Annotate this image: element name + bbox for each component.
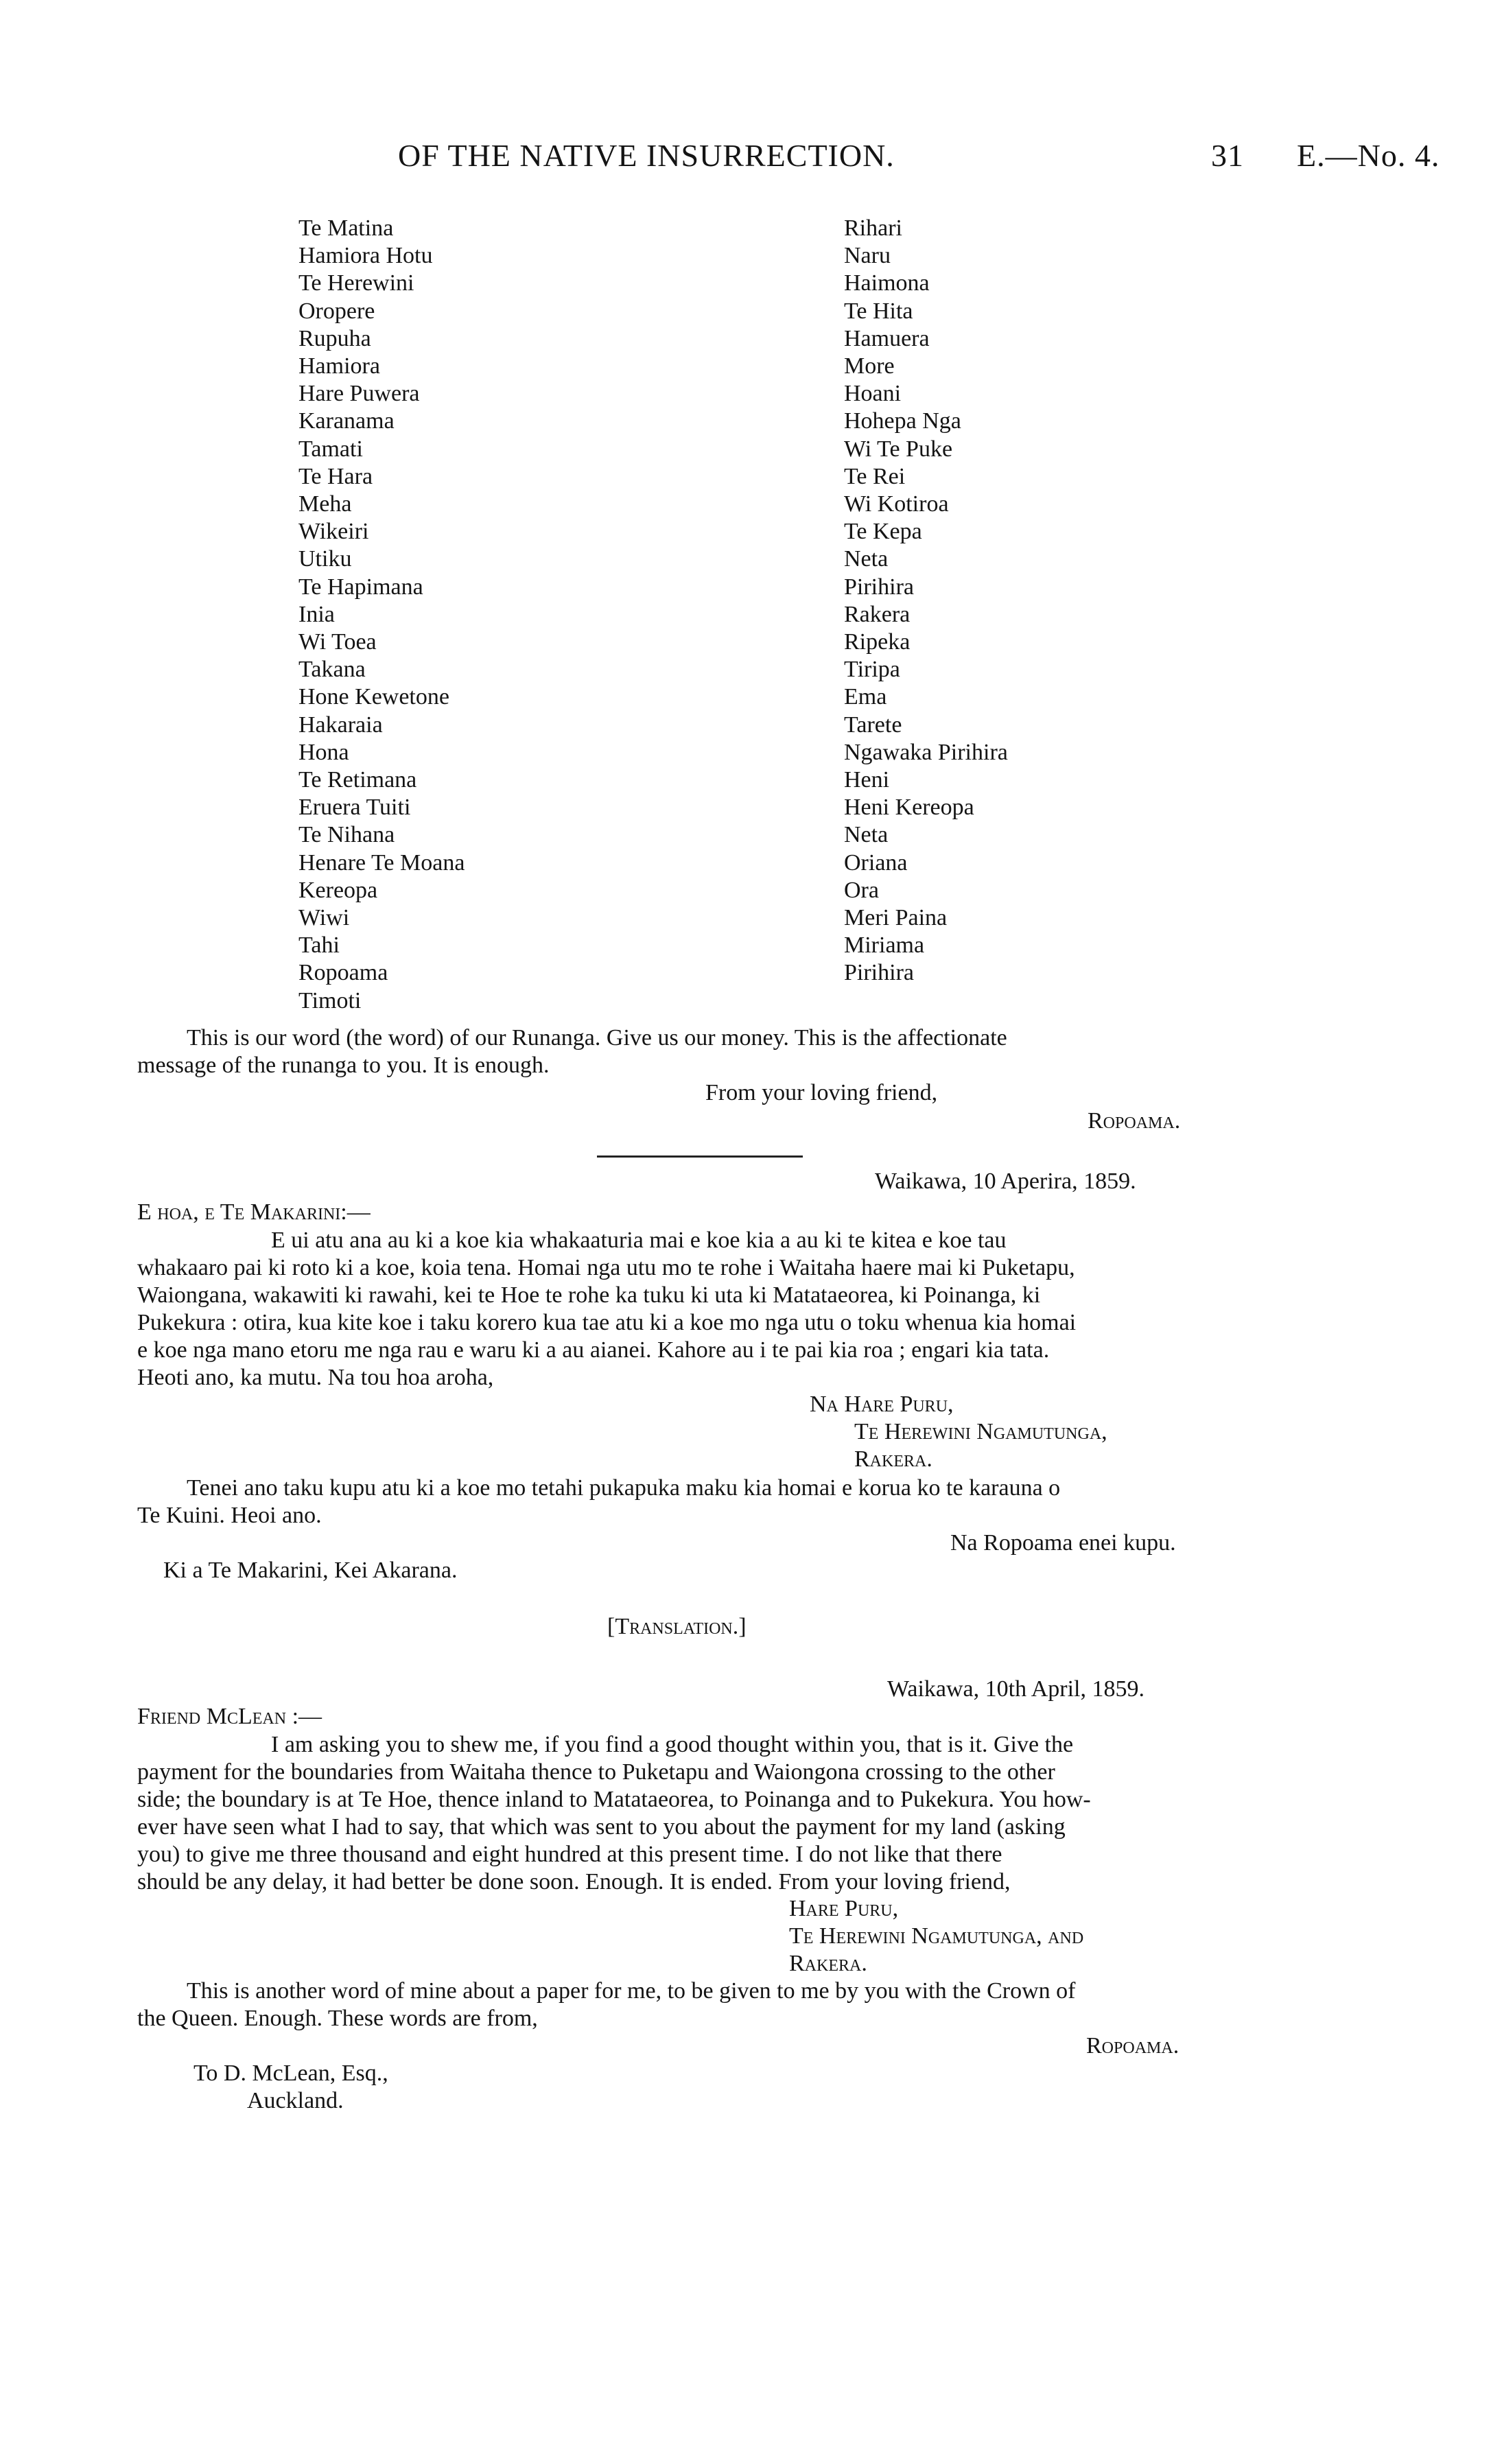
closing-phrase: From your loving friend, [705, 1080, 938, 1105]
name-entry: Ripeka [844, 629, 911, 655]
name-entry: Ema [844, 684, 887, 710]
name-entry: Heni Kereopa [844, 795, 974, 821]
letter-body-line: you) to give me three thousand and eight hundred at this present time. I do not like that there [137, 1842, 1002, 1867]
name-entry: Ngawaka Pirihira [844, 739, 1008, 765]
name-entry: Utiku [298, 546, 352, 572]
name-entry: Inia [298, 601, 335, 627]
letter-salutation: Friend McLean :— [137, 1704, 322, 1729]
name-entry: Wi Toea [298, 629, 377, 655]
postscript-line-1: This is another word of mine about a paper for me, to be given to me by you with the Crown of [187, 1978, 1076, 2004]
name-entry: Timoti [298, 987, 362, 1013]
name-entry: Neta [844, 822, 889, 848]
name-entry: Meri Paina [844, 905, 948, 931]
name-entry: Naru [844, 243, 891, 269]
name-entry: Pirihira [844, 574, 914, 600]
letter-date: Waikawa, 10th April, 1859. [887, 1676, 1144, 1702]
name-entry: Miriama [844, 932, 925, 959]
name-entry: Tarete [844, 712, 902, 738]
name-entry: Wi Te Puke [844, 436, 953, 462]
closing-paragraph-line-2: message of the runanga to you. It is enough. [137, 1053, 550, 1078]
name-entry: Wikeiri [298, 519, 369, 545]
name-entry: Haimona [844, 270, 930, 296]
letter-body-line: whakaaro pai ki roto ki a koe, koia tena. Homai nga utu mo te rohe i Waitaha haere mai ki Puketapu, [137, 1255, 1075, 1280]
name-entry: Henare Te Moana [298, 849, 465, 876]
postscript-line-1: Tenei ano taku kupu atu ki a koe mo tetahi pukapuka maku kia homai e korua ko te karauna o [187, 1475, 1061, 1501]
signatory: Hare Puru, [789, 1896, 899, 1921]
name-entry: Ora [844, 877, 879, 903]
postscript-line-2: Te Kuini. Heoi ano. [137, 1503, 322, 1528]
name-entry: Hona [298, 739, 349, 765]
name-entry: Meha [298, 491, 352, 517]
name-entry: Hakaraia [298, 712, 383, 738]
closing-paragraph-line-1: This is our word (the word) of our Runanga. Give us our money. This is the affectionate [187, 1025, 1007, 1051]
series-number: E.—No. 4. [1297, 138, 1440, 173]
name-entry: Hone Kewetone [298, 684, 449, 710]
postscript-line-2: the Queen. Enough. These words are from, [137, 2006, 538, 2031]
section-divider [597, 1155, 803, 1158]
signatory: Te Herewini Ngamutunga, and [789, 1923, 1084, 1949]
name-entry: Te Hara [298, 463, 373, 489]
letter-salutation: E hoa, e Te Makarini:— [137, 1199, 371, 1225]
signatory: Rakera. [854, 1446, 932, 1472]
letter-body-line: I am asking you to shew me, if you find a good thought within you, that is it. Give the [271, 1732, 1074, 1757]
name-entry: Tiripa [844, 657, 900, 683]
translation-heading: [Translation.] [607, 1614, 747, 1639]
name-entry: Oriana [844, 849, 908, 876]
letter-body-line: payment for the boundaries from Waitaha thence to Puketapu and Waiongona crossing to the other [137, 1759, 1055, 1785]
name-entry: Tahi [298, 932, 340, 959]
letter-body-line: Heoti ano, ka mutu. Na tou hoa aroha, [137, 1365, 494, 1390]
name-entry: Takana [298, 657, 366, 683]
name-entry: Rupuha [298, 325, 371, 351]
letter-body-line: ever have seen what I had to say, that which was sent to you about the payment for my land (asking [137, 1814, 1066, 1840]
addressee-line-2: Auckland. [247, 2088, 344, 2113]
letter-address: Ki a Te Makarini, Kei Akarana. [163, 1558, 458, 1583]
name-entry: Karanama [298, 408, 395, 434]
page-number: 31 [1211, 138, 1244, 173]
running-head-title: OF THE NATIVE INSURRECTION. [398, 138, 895, 173]
name-entry: Hamiora Hotu [298, 243, 433, 269]
name-entry: Te Hita [844, 298, 913, 324]
name-entry: Rakera [844, 601, 911, 627]
name-entry: Te Nihana [298, 822, 395, 848]
name-entry: Te Kepa [844, 519, 922, 545]
addressee-line-1: To D. McLean, Esq., [193, 2061, 388, 2086]
letter-date: Waikawa, 10 Aperira, 1859. [875, 1169, 1136, 1194]
signature: Ropoama. [1088, 1108, 1181, 1134]
letter-body [137, 1227, 1252, 1392]
letter-body-line: E ui atu ana au ki a koe kia whakaaturia mai e koe kia a au ki te kitea e koe tau [271, 1228, 1007, 1253]
name-entry: Te Herewini [298, 270, 414, 296]
name-entry: Hare Puwera [298, 381, 420, 407]
name-entry: Hohepa Nga [844, 408, 961, 434]
name-entry: Wiwi [298, 905, 350, 931]
name-entry: Te Rei [844, 463, 906, 489]
name-entry: Kereopa [298, 877, 378, 903]
names-list-right [844, 215, 1008, 987]
signatory: Na Hare Puru, [810, 1392, 954, 1417]
signatory: Te Herewini Ngamutunga, [854, 1419, 1107, 1444]
name-entry: Heni [844, 767, 890, 793]
letter-body-line: Waiongana, wakawiti ki rawahi, kei te Hoe te rohe ka tuku ki uta ki Matataeorea, ki Poinanga, ki [137, 1282, 1041, 1308]
name-entry: Te Retimana [298, 767, 417, 793]
letter-body-line: Pukekura : otira, kua kite koe i taku korero kua tae atu ki a koe mo nga utu o toku whenua kia homai [137, 1310, 1077, 1335]
letter-body-line: should be any delay, it had better be done soon. Enough. It is ended. From your loving friend, [137, 1869, 1011, 1894]
letter-body-line: side; the boundary is at Te Hoe, thence inland to Matataeorea, to Poinanga and to Pukekura. You how- [137, 1787, 1091, 1812]
name-entry: Hamuera [844, 325, 930, 351]
name-entry: Te Matina [298, 215, 394, 241]
name-entry: Tamati [298, 436, 363, 462]
name-entry: Pirihira [844, 960, 914, 986]
letter-body-line: e koe nga mano etoru me nga rau e waru ki a au aianei. Kahore au i te pai kia roa ; engari kia tata. [137, 1337, 1050, 1363]
name-entry: Ropoama [298, 960, 388, 986]
letter-body [137, 1731, 1252, 1896]
postscript-signature: Ropoama. [1086, 2033, 1179, 2058]
name-entry: Hamiora [298, 353, 380, 379]
name-entry: Wi Kotiroa [844, 491, 949, 517]
postscript-signature: Na Ropoama enei kupu. [950, 1530, 1176, 1556]
name-entry: Te Hapimana [298, 574, 423, 600]
names-list-left [298, 215, 465, 1015]
signatory: Rakera. [789, 1951, 867, 1976]
name-entry: More [844, 353, 895, 379]
name-entry: Oropere [298, 298, 375, 324]
name-entry: Rihari [844, 215, 902, 241]
name-entry: Neta [844, 546, 889, 572]
name-entry: Hoani [844, 381, 902, 407]
name-entry: Eruera Tuiti [298, 795, 411, 821]
